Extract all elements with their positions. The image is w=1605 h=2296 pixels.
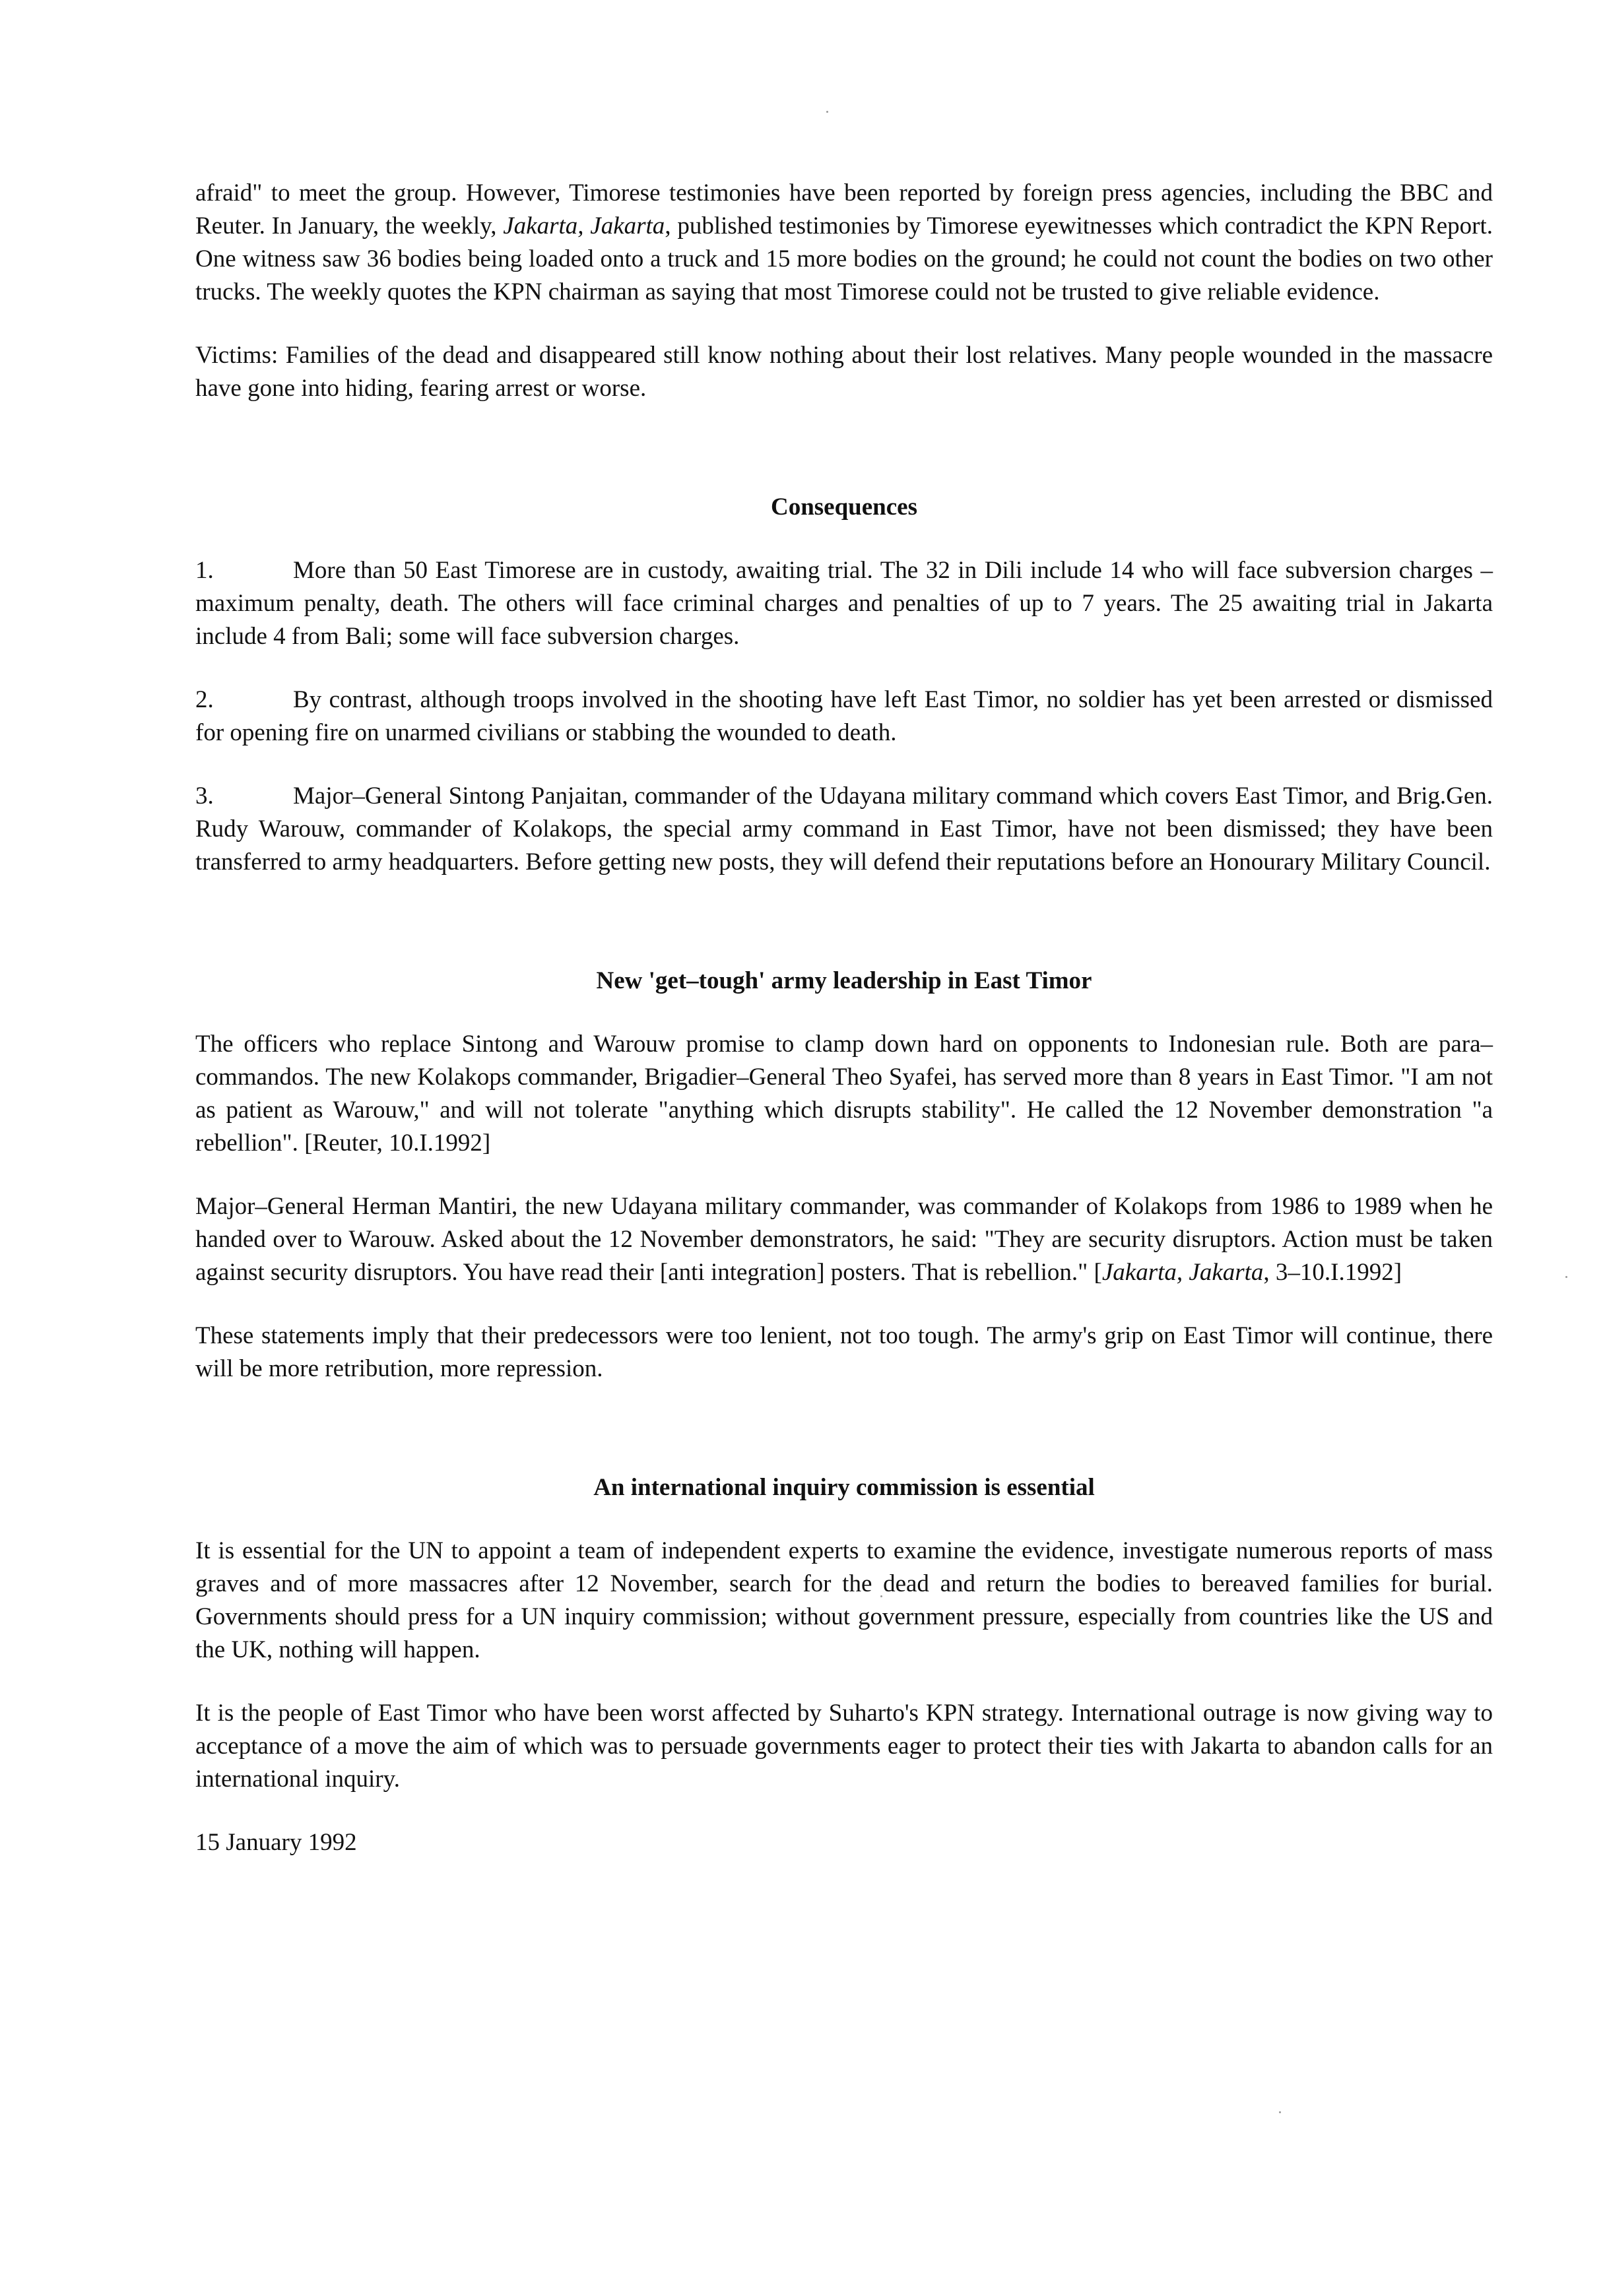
intro-paragraph xyxy=(195,177,1493,309)
get-tough-heading: New 'get–tough' army leadership in East Timor xyxy=(596,967,1092,994)
get-tough-text-1: Major–General Herman Mantiri, the new Udayana military commander, was commander of Kolakops from 1986 to 1989 when he handed over to Warouw. Asked about the 12 November demonstrators, he said: "They are security disruptors. Action must be taken against security disruptors. You have read their [anti integration] posters. That is rebellion." [ xyxy=(195,1193,1493,1286)
victims-text: : Families of the dead and disappeared still know nothing about their lost relatives. Many people wounded in the massacre have gone into hiding, fearing arrest or worse. xyxy=(195,342,1493,402)
item-text: By contrast, although troops involved in the shooting have left East Timor, no soldier has yet been arrested or dismissed for opening fire on unarmed civilians or stabbing the wounded to death. xyxy=(195,686,1493,746)
item-text: Major–General Sintong Panjaitan, commander of the Udayana military command which covers East Timor, and Brig.Gen. Rudy Warouw, commander of Kolakops, the special army command in East Timor, have not been dismissed; they have been transferred to army headquarters. Before getting new posts, they will defend their reputations before an Honourary Military Council. xyxy=(195,782,1493,876)
inquiry-heading: An international inquiry commission is essential xyxy=(593,1474,1095,1501)
victims-paragraph xyxy=(195,339,1493,405)
intro-text-1: afraid" to meet the group. However, Timorese testimonies have been reported by foreign press agencies, including the BBC and Reuter. In January, the weekly, xyxy=(195,179,1493,239)
intro-text-2: , published testimonies by Timorese eyewitnesses which contradict the KPN Report. One witness saw 36 bodies being loaded onto a truck and 15 more bodies on the ground; he could not count the bodies on two other trucks. The weekly quotes the KPN chairman as saying that most Timorese could not be trusted to give reliable evidence. xyxy=(195,212,1493,305)
consequence-item xyxy=(195,554,1493,653)
get-tough-paragraph-1: The officers who replace Sintong and Warouw promise to clamp down hard on opponents to Indonesian rule. Both are para–commandos. The new Kolakops commander, Brigadier–General Theo Syafei, has served more than 8 years in East Timor. "I am not as patient as Warouw," and will not tolerate "anything which disrupts stability". He called the 12 November demonstration "a rebellion". [Reuter, 10.I.1992] xyxy=(195,1031,1493,1157)
get-tough-paragraph-2 xyxy=(195,1190,1493,1289)
scan-speck xyxy=(1279,2111,1281,2113)
consequences-heading: Consequences xyxy=(770,494,918,521)
scan-speck xyxy=(826,111,828,113)
item-number: 1. xyxy=(195,557,214,584)
item-text: More than 50 East Timorese are in custody, awaiting trial. The 32 in Dili include 14 who will face subversion charges – maximum penalty, death. The others will face criminal charges and penalties of up to 7 years. The 25 awaiting trial in Jakarta include 4 from Bali; some will face subversion charges. xyxy=(195,557,1493,650)
inquiry-paragraph-1: It is essential for the UN to appoint a team of independent experts to examine the evidence, investigate numerous reports of mass graves and of more massacres after 12 November, search for the dead and return the bodies to bereaved families for burial. Governments should press for a UN inquiry commission; without government pressure, especially from countries like the US and the UK, nothing will happen. xyxy=(195,1537,1493,1663)
item-number: 2. xyxy=(195,686,214,713)
consequence-item xyxy=(195,684,1493,749)
consequence-item xyxy=(195,780,1493,879)
scan-speck xyxy=(1565,1276,1567,1278)
get-tough-text-2: , 3–10.I.1992] xyxy=(1263,1259,1402,1286)
publication-title: Jakarta, Jakarta xyxy=(503,212,665,239)
victims-label: Victims xyxy=(195,342,271,369)
get-tough-paragraph-3: These statements imply that their predecessors were too lenient, not too tough. The army's grip on East Timor will continue, there will be more retribution, more repression. xyxy=(195,1322,1493,1382)
publication-title: Jakarta, Jakarta xyxy=(1101,1259,1264,1286)
document-page xyxy=(195,177,1493,1890)
item-number: 3. xyxy=(195,782,214,810)
date-line: 15 January 1992 xyxy=(195,1829,357,1856)
inquiry-paragraph-2: It is the people of East Timor who have been worst affected by Suharto's KPN strategy. International outrage is now giving way to acceptance of a move the aim of which was to persuade governments eager to protect their ties with Jakarta to abandon calls for an international inquiry. xyxy=(195,1700,1493,1793)
